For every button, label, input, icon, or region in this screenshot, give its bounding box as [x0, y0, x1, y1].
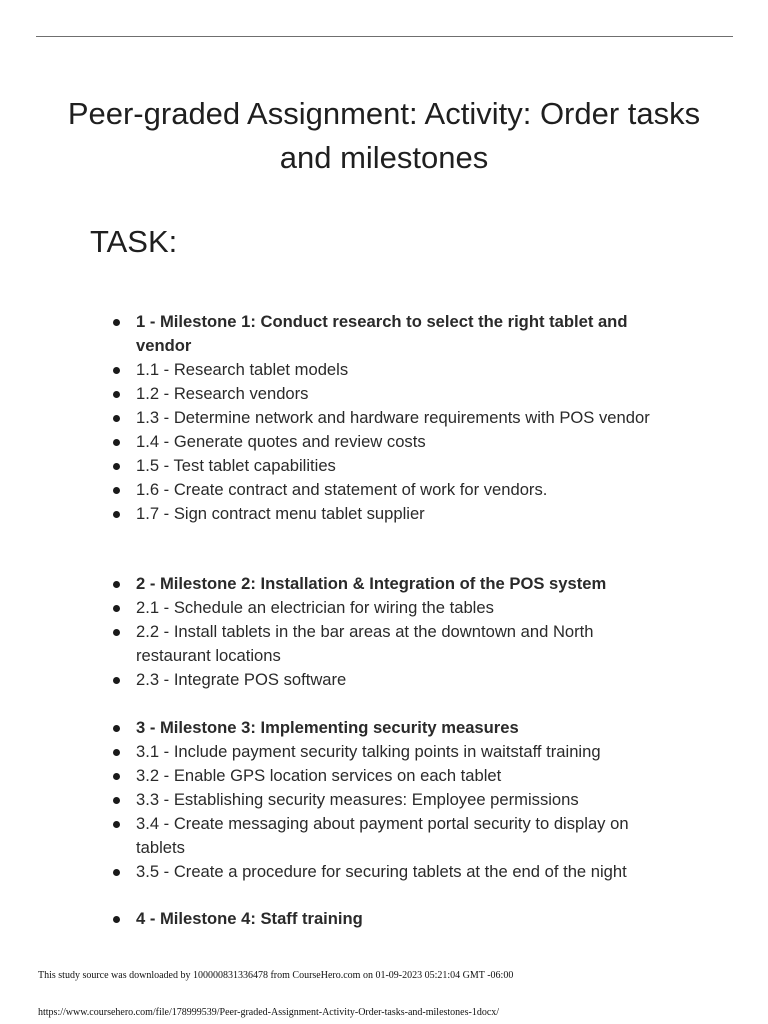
milestone-1-list	[110, 310, 670, 526]
source-url: https://www.coursehero.com/file/178999539/Peer-graded-Assignment-Activity-Order-tasks-and-milestones-1docx/	[38, 1007, 500, 1018]
document-title: Peer-graded Assignment: Activity: Order tasks and milestones	[67, 96, 701, 175]
bullet-icon	[113, 797, 120, 804]
bullet-icon	[113, 487, 120, 494]
milestone-3-label: 3 - Milestone 3: Implementing security measures	[136, 718, 519, 737]
bullet-icon	[113, 677, 120, 684]
task-2-1-item	[110, 596, 670, 620]
bullet-icon	[113, 511, 120, 518]
milestone-2-item	[110, 572, 670, 596]
task-label: 1.1 - Research tablet models	[136, 360, 349, 379]
bullet-icon	[113, 725, 120, 732]
bullet-icon	[113, 391, 120, 398]
bullet-icon	[113, 629, 120, 636]
task-1-3-item	[110, 406, 670, 430]
task-label: 2.2 - Install tablets in the bar areas at the downtown and North restaurant locations	[136, 622, 594, 665]
task-label: 1.7 - Sign contract menu tablet supplier	[136, 504, 425, 523]
bullet-icon	[113, 869, 120, 876]
milestone-4-label: 4 - Milestone 4: Staff training	[136, 909, 363, 928]
bullet-icon	[113, 749, 120, 756]
milestone-3-list	[110, 716, 670, 884]
bullet-icon	[113, 605, 120, 612]
download-notice: This study source was downloaded by 100000831336478 from CourseHero.com on 01-09-2023 05:21:04 GMT -06:00	[38, 970, 514, 981]
task-3-1-item	[110, 740, 670, 764]
task-3-5-item	[110, 860, 670, 884]
top-divider	[36, 36, 733, 37]
bullet-icon	[113, 367, 120, 374]
milestone-4-item	[110, 907, 670, 931]
bullet-icon	[113, 821, 120, 828]
task-1-7-item	[110, 502, 670, 526]
task-heading: TASK:	[90, 224, 178, 259]
milestone-4-list	[110, 907, 670, 931]
task-1-1-item	[110, 358, 670, 382]
task-1-4-item	[110, 430, 670, 454]
task-label: 3.3 - Establishing security measures: Employee permissions	[136, 790, 579, 809]
milestone-1-item	[110, 310, 670, 358]
milestone-2-list	[110, 572, 670, 692]
task-label: 1.5 - Test tablet capabilities	[136, 456, 336, 475]
task-2-2-item	[110, 620, 670, 668]
task-2-3-item	[110, 668, 670, 692]
task-label: 1.6 - Create contract and statement of work for vendors.	[136, 480, 548, 499]
task-3-4-item	[110, 812, 670, 860]
task-label: 1.2 - Research vendors	[136, 384, 309, 403]
task-3-2-item	[110, 764, 670, 788]
bullet-icon	[113, 916, 120, 923]
bullet-icon	[113, 439, 120, 446]
task-label: 1.3 - Determine network and hardware requirements with POS vendor	[136, 408, 650, 427]
task-1-2-item	[110, 382, 670, 406]
task-3-3-item	[110, 788, 670, 812]
bullet-icon	[113, 581, 120, 588]
bullet-icon	[113, 463, 120, 470]
task-label: 1.4 - Generate quotes and review costs	[136, 432, 426, 451]
task-label: 2.1 - Schedule an electrician for wiring the tables	[136, 598, 494, 617]
bullet-icon	[113, 773, 120, 780]
task-label: 3.4 - Create messaging about payment portal security to display on tablets	[136, 814, 629, 857]
milestone-2-label: 2 - Milestone 2: Installation & Integration of the POS system	[136, 574, 607, 593]
bullet-icon	[113, 319, 120, 326]
bullet-icon	[113, 415, 120, 422]
task-1-5-item	[110, 454, 670, 478]
task-label: 2.3 - Integrate POS software	[136, 670, 347, 689]
task-1-6-item	[110, 478, 670, 502]
task-label: 3.5 - Create a procedure for securing tablets at the end of the night	[136, 862, 627, 881]
task-label: 3.2 - Enable GPS location services on each tablet	[136, 766, 502, 785]
milestone-1-label: 1 - Milestone 1: Conduct research to select the right tablet and vendor	[136, 312, 628, 355]
task-label: 3.1 - Include payment security talking points in waitstaff training	[136, 742, 601, 761]
milestone-3-item	[110, 716, 670, 740]
